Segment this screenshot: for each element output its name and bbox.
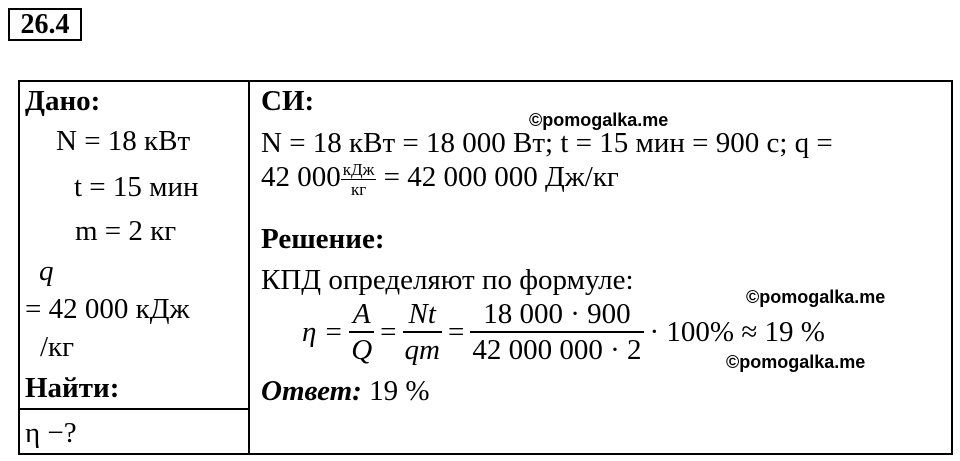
given-mass: m = 2 кг — [75, 215, 177, 247]
watermark-top: ©pomogalka.me — [529, 110, 669, 130]
watermark-middle: ©pomogalka.me — [746, 287, 886, 307]
find-value: η −? — [25, 417, 77, 449]
fraction-Nt-qm — [403, 297, 442, 367]
find-divider — [18, 408, 250, 410]
formula-eta: η = — [302, 316, 344, 348]
given-time: t = 15 мин — [74, 171, 199, 203]
solution-heading: Решение: — [261, 223, 385, 255]
given-heading: Дано: — [25, 85, 101, 117]
fraction-work-heat — [349, 297, 374, 367]
given-q-unit: /кг — [40, 331, 75, 363]
fraction-Nt: Nt — [408, 298, 436, 330]
si-heading: СИ: — [261, 85, 315, 117]
fraction-A: A — [352, 298, 371, 330]
watermark-bottom: ©pomogalka.me — [726, 352, 866, 372]
given-q-symbol: q — [39, 255, 54, 287]
si-line-2 — [261, 160, 619, 199]
unit-fraction — [341, 160, 377, 199]
fraction-numeric-num: 18 000 · 900 — [483, 298, 631, 330]
solution-intro: КПД определяют по формуле: — [261, 264, 634, 296]
unit-fraction-den: кг — [341, 179, 377, 199]
fraction-Q: Q — [349, 331, 374, 367]
unit-fraction-num: кДж — [342, 160, 375, 179]
formula-eq-2: = — [447, 316, 465, 348]
given-q-value: = 42 000 кДж — [25, 293, 190, 325]
answer-label: Ответ: — [261, 375, 362, 407]
given-power: N = 18 кВт — [56, 125, 191, 157]
answer-value: 19 % — [369, 375, 430, 407]
answer-line — [261, 374, 429, 408]
si-line-1: N = 18 кВт = 18 000 Вт; t = 15 мин = 900 с; q = — [261, 127, 833, 159]
problem-number: 26.4 — [8, 8, 82, 41]
find-heading: Найти: — [25, 372, 120, 404]
si-line-2-pre: 42 000 — [261, 161, 341, 194]
fraction-numeric-den: 42 000 000 · 2 — [470, 331, 643, 367]
fraction-qm: qm — [403, 331, 442, 367]
formula-result: · 100% ≈ 19 % — [649, 316, 825, 348]
column-divider — [248, 80, 250, 455]
formula-eq-1: = — [380, 316, 397, 348]
fraction-numeric — [470, 297, 643, 367]
si-line-2-post: = 42 000 000 Дж/кг — [383, 161, 619, 194]
